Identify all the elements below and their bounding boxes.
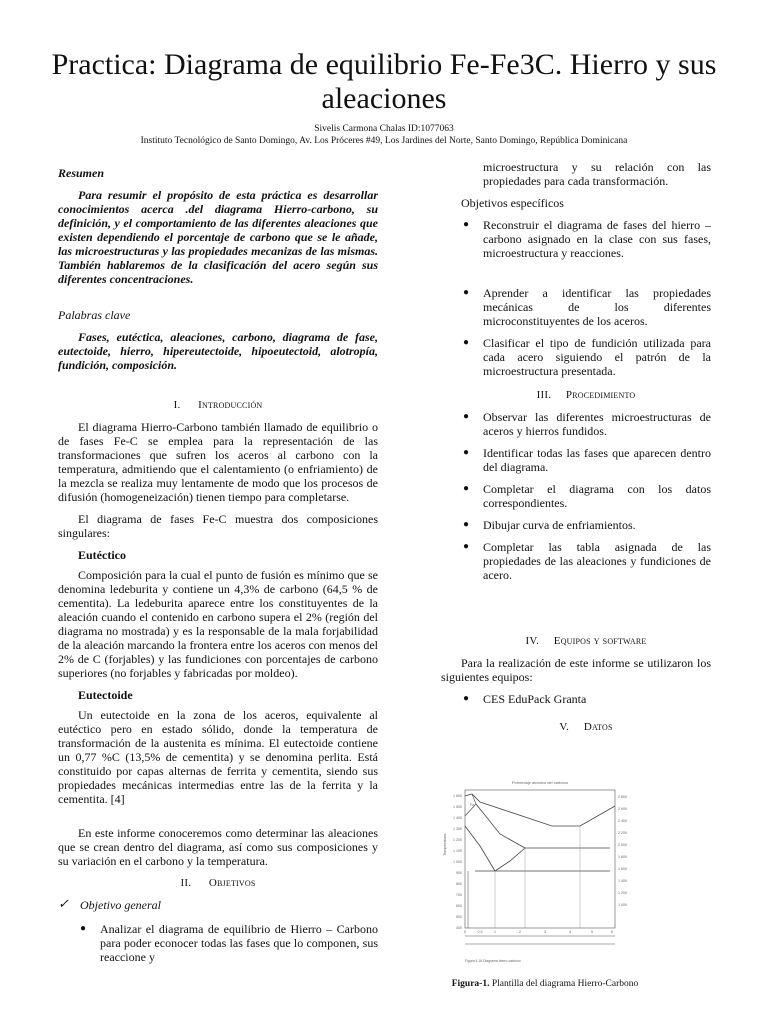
keywords-text: Fases, eutéctica, aleaciones, carbono, diagrama de fase, eutectoide, hierro, hipereutectoide, hipoeutectoid, alotropía, fundición, composición. [58, 330, 378, 372]
bottom-tick-label: 4 [569, 930, 571, 934]
right-column [441, 160, 711, 742]
figure-caption-text: Plantilla del diagrama Hierro-Carbono [489, 979, 639, 989]
left-tick-label: 700 [456, 893, 462, 897]
bullet-icon: ● [463, 219, 470, 230]
left-tick-label: 1 300 [453, 827, 462, 831]
specific-objectives-heading: Objetivos específicos [461, 196, 564, 210]
data-title: Datos [583, 721, 613, 733]
iron-carbon-diagram-figure [440, 776, 640, 966]
figure-top-title: Porcentaje atómico del carbono [511, 780, 569, 785]
right-tick-label: 2 800 [618, 795, 627, 799]
procedure-text: Observar las diferentes microestructuras de aceros y hierros fundidos. [483, 410, 711, 438]
bottom-tick-label: 5 [591, 930, 593, 934]
left-tick-label: 1 600 [453, 794, 462, 798]
specific-objective-text: Clasificar el tipo de fundición utilizada para cada acero siguiendo el patrón de la microestructura presentada. [483, 336, 711, 378]
bottom-tick-label: 2 [519, 930, 521, 934]
left-tick-label: 1 500 [453, 805, 462, 809]
equipment-text: Para la realización de este informe se utilizaron los siguientes equipos: [441, 656, 711, 684]
figure-caption [400, 979, 690, 989]
left-tick-label: 600 [456, 904, 462, 908]
eutectoid-heading: Eutectoide [78, 688, 133, 702]
eutectoid-text: Un eutectoide en la zona de los aceros, equivalente al eutéctico pero en estado sólido, donde la temperatura de transformación de la austenita es mínima. El eutectoide contiene un 0,77 %C (13,5% de cementita) y se denomina perlita. Está constituido por capas alternas de ferrita y cementita, siendo sus propiedades mecánicas intermedias entre las de la ferrita y la cementita. [4] [58, 708, 378, 806]
bullet-icon: ● [463, 693, 470, 704]
bottom-tick-label: 1 [494, 930, 496, 934]
procedure-item [461, 482, 711, 510]
eutectic-text: Composición para la cual el punto de fusión es mínimo que se denomina ledeburita y contiene un 4,3% de carbono (64,5 % de cementita). La ledeburita aparece entre los constituyentes de la aleación cuando el contenido en carbono supera el 2% (región del diagrama no mostrada) y es la responsable de la mala forjabilidad de la aleación marcando la frontera entre los aceros con menos del 2% de C (forjables) y las fundiciones con porcentajes de carbono superiores (no forjables y fabricadas por moldeo). [58, 568, 378, 680]
affiliation-line: Instituto Tecnológico de Santo Domingo, Av. Los Próceres #49, Los Jardines del Norte, Santo Domingo, República Dominicana [140, 136, 628, 146]
specific-objective-item [461, 286, 711, 328]
author-line: Sivelis Carmona Chalas ID:1077063 [314, 124, 454, 134]
left-column [58, 164, 378, 972]
procedure-text: Dibujar curva de enfriamientos. [483, 518, 636, 532]
specific-objective-item [461, 336, 711, 378]
figure-inner-caption: Figura 4.16 Diagrama hierro-carbono [465, 959, 521, 963]
right-tick-label: 1 400 [618, 879, 627, 883]
general-objective-continuation: microestructura y su relación con las propiedades para cada transformación. [483, 160, 711, 188]
left-tick-label: 1 000 [453, 860, 462, 864]
bottom-tick-label: 0 [464, 930, 466, 934]
right-tick-label: 1 600 [618, 867, 627, 871]
specific-objective-item [461, 218, 711, 260]
specific-objective-text: Aprender a identificar las propiedades mecánicas de los diferentes microconstituyentes de los aceros. [483, 286, 711, 328]
equipment-heading [461, 634, 711, 648]
general-objective-label: Objetivo general [80, 898, 161, 912]
left-tick-label: 1 400 [453, 816, 462, 820]
intro-number: I. [173, 399, 181, 411]
equipment-number: IV. [525, 635, 540, 647]
solidus-line [476, 804, 525, 848]
checkmark-icon: ✓ [58, 896, 69, 911]
right-tick-label: 1 200 [618, 891, 627, 895]
bottom-tick-label: 3 [544, 930, 546, 934]
eutectic-heading: Eutéctico [78, 548, 126, 562]
procedure-heading [461, 388, 711, 402]
bullet-icon: ● [80, 923, 87, 934]
equipment-item-text: CES EduPack Granta [483, 692, 587, 706]
bottom-tick-label: 0,5 [477, 930, 483, 934]
acm-line [495, 848, 525, 871]
procedure-text: Completar el diagrama con los datos correspondientes. [483, 482, 711, 510]
intro-title: Introducción [198, 399, 263, 411]
intro-paragraph-3: En este informe conoceremos como determinar las aleaciones que se crean dentro del diagrama, así como sus composiciones y su variación en el carbono y la temperatura. [58, 826, 378, 868]
abstract-text: Para resumir el propósito de esta práctica es desarrollar conocimientos acerca .del diagrama Hierro-carbono, su definición, y el comportamiento de las diferentes aleaciones que existen dependiendo el porcentaje de carbono que se le añade, las microestructuras y las propiedades mecanizas de las mismas. También hablaremos de la clasificación del acero según sus diferentes concentraciones. [58, 188, 378, 286]
specific-objective-text: Reconstruir el diagrama de fases del hierro – carbono asignado en la clase con sus fases, microestructura y reacciones. [483, 218, 711, 260]
procedure-item [461, 446, 711, 474]
procedure-title: Procedimiento [565, 389, 636, 401]
intro-paragraph-1: El diagrama Hierro-Carbono también llamado de equilibrio o de fases Fe-C se emplea para la representación de las transformaciones que sufren los aceros al carbono con la temperatura, admitiendo que el calentamiento (o enfriamiento) de la mezcla se realiza muy lentamente de modo que los procesos de difusión (homogeneización) tienen tiempo para completarse. [58, 420, 378, 504]
procedure-item [461, 518, 711, 532]
bullet-icon: ● [463, 519, 470, 530]
keywords-heading: Palabras clave [58, 308, 131, 322]
left-ticks [453, 794, 462, 930]
objectives-number: II. [180, 877, 192, 889]
bullet-icon: ● [463, 541, 470, 552]
left-tick-label: 1 200 [453, 838, 462, 842]
left-tick-label: 800 [456, 882, 462, 886]
right-tick-label: 1 800 [618, 855, 627, 859]
general-objective-item [78, 922, 378, 964]
data-number: V. [559, 721, 570, 733]
a3-line [465, 826, 495, 871]
bullet-icon: ● [463, 483, 470, 494]
right-tick-label: 1 000 [618, 903, 627, 907]
procedure-item [461, 410, 711, 438]
procedure-text: Identificar todas las fases que aparecen dentro del diagrama. [483, 446, 711, 474]
left-tick-label: 400 [456, 926, 462, 930]
bullet-icon: ● [463, 447, 470, 458]
figure-caption-label: Figura-1. [451, 979, 490, 989]
liquidus-line [465, 794, 615, 826]
objectives-title: Objetivos [208, 877, 256, 889]
bullet-icon: ● [463, 287, 470, 298]
right-ticks [618, 795, 627, 907]
intro-heading [58, 398, 378, 412]
procedure-number: III. [536, 389, 552, 401]
data-heading [461, 720, 711, 734]
equipment-item [461, 692, 711, 706]
equipment-title: Equipos y software [553, 635, 647, 647]
general-objective-text: Analizar el diagrama de equilibrio de Hierro – Carbono para poder econocer todas las fases que lo componen, sus reaccione y [100, 922, 378, 964]
left-tick-label: 1 100 [453, 849, 462, 853]
paper-title: Practica: Diagrama de equilibrio Fe-Fe3C. Hierro y sus aleaciones [51, 48, 717, 115]
right-tick-label: 2 600 [618, 807, 627, 811]
abstract-heading: Resumen [58, 166, 105, 180]
procedure-text: Completar las tabla asignada de las propiedades de las aleaciones y fundiciones de acero. [483, 540, 711, 582]
objectives-heading [58, 876, 378, 890]
right-tick-label: 2 200 [618, 831, 627, 835]
bottom-ticks [464, 930, 613, 934]
general-objective-heading [58, 898, 378, 912]
bullet-icon: ● [463, 411, 470, 422]
procedure-item [461, 540, 711, 582]
bullet-icon: ● [463, 337, 470, 348]
figure-inner-label: Fe [470, 803, 475, 807]
right-tick-label: 2 000 [618, 843, 627, 847]
bottom-tick-label: 6 [611, 930, 613, 934]
right-tick-label: 2 400 [618, 819, 627, 823]
left-tick-label: 900 [456, 871, 462, 875]
left-tick-label: 500 [456, 915, 462, 919]
figure-y-label: Temperatura [442, 833, 447, 856]
intro-paragraph-2: El diagrama de fases Fe-C muestra dos composiciones singulares: [58, 512, 378, 540]
